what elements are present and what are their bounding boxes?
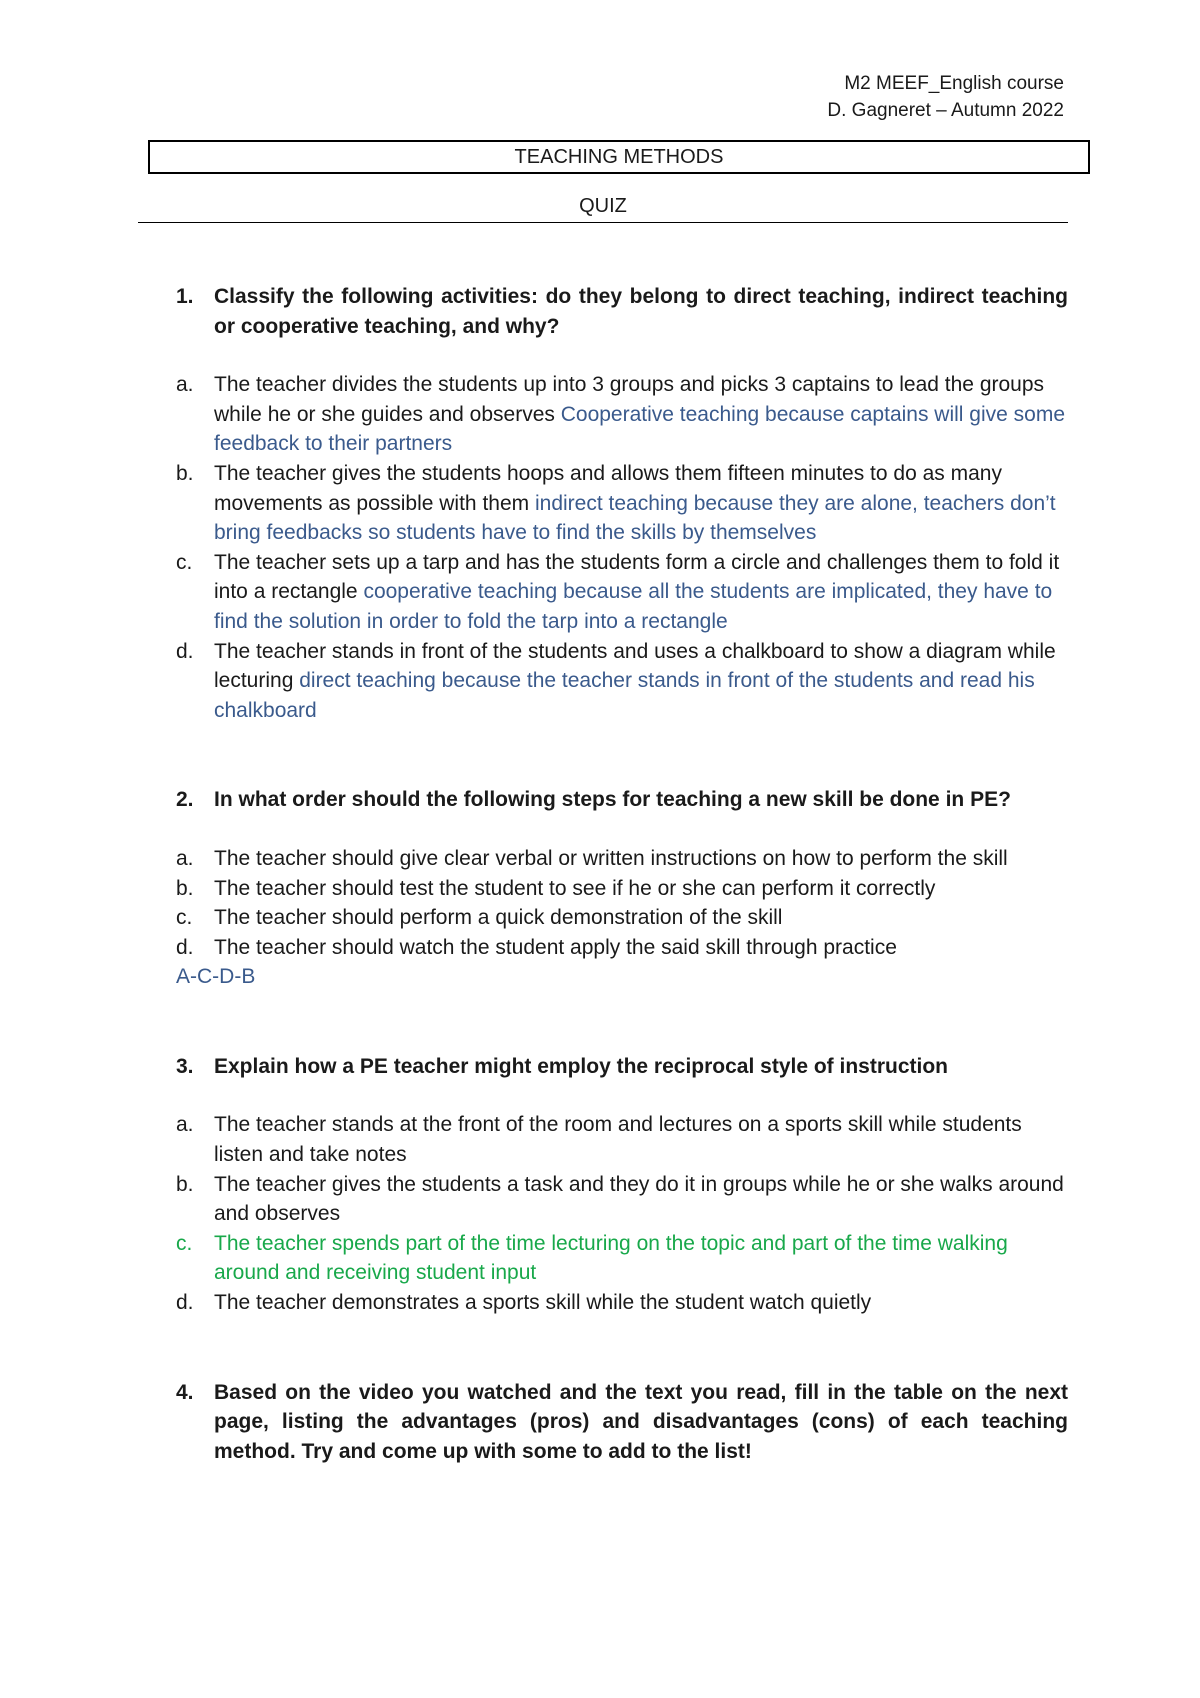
order-answer: A-C-D-B: [176, 965, 256, 989]
item-text: The teacher should perform a quick demonstration of the skill: [214, 906, 783, 930]
item-letter: d.: [176, 1291, 194, 1315]
question-text: In what order should the following steps for teaching a new skill be done in PE?: [214, 788, 1011, 812]
item-letter: b.: [176, 461, 194, 485]
item-answer: direct teaching because the teacher stands in front of the students and read his chalkboard: [214, 669, 1035, 722]
document-title: TEACHING METHODS: [148, 140, 1090, 174]
item-letter: b.: [176, 1172, 194, 1196]
list-item: [176, 844, 1068, 874]
question-number: 4.: [176, 1380, 194, 1404]
item-letter: a.: [176, 846, 194, 870]
question-number: 1.: [176, 285, 194, 308]
list-item: [176, 637, 1068, 726]
list-item: [176, 1288, 1068, 1318]
item-text: The teacher spends part of the time lecturing on the topic and part of the time walking around and receiving student input: [214, 1231, 1008, 1285]
list-item: [176, 548, 1068, 637]
question-text: Explain how a PE teacher might employ the reciprocal style of instruction: [214, 1054, 949, 1078]
item-text: The teacher stands at the front of the room and lectures on a sports skill while students listen and take notes: [214, 1113, 1022, 1167]
list-item: [176, 1110, 1068, 1169]
list-item: [176, 370, 1068, 459]
item-answer: indirect teaching because they are alone, teachers don’t bring feedbacks so students have to find the skills by themselves: [214, 491, 1056, 545]
list-item-selected: [176, 1229, 1068, 1288]
item-text: The teacher gives the students a task and they do it in groups while he or she walks around and observes: [214, 1172, 1064, 1226]
item-text: The teacher gives the students hoops and allows them fifteen minutes to do as many movements as possible with them: [214, 461, 1002, 515]
course-name: M2 MEEF_English course: [844, 73, 1064, 94]
item-text: The teacher divides the students up into 3 groups and picks 3 captains to lead the groups while he or she guides and observes: [214, 373, 1045, 426]
document-subtitle: QUIZ: [579, 195, 627, 217]
list-item: [176, 459, 1068, 548]
question-4: [176, 1378, 1068, 1467]
author-term: D. Gagneret – Autumn 2022: [827, 100, 1064, 121]
question-2: [176, 785, 1068, 815]
question-3: [176, 1052, 1068, 1082]
item-answer: Cooperative teaching because captains will give some feedback to their partners: [214, 402, 1066, 456]
item-letter: a.: [176, 1113, 194, 1137]
question-text: Classify the following activities: do they belong to direct teaching, indirect teaching or cooperative teaching, and why?: [214, 285, 1068, 338]
list-item: [176, 874, 1068, 904]
list-item: [176, 933, 1068, 963]
list-item: [176, 903, 1068, 933]
item-letter: b.: [176, 876, 194, 900]
item-text: The teacher should give clear verbal or written instructions on how to perform the skill: [214, 846, 1008, 870]
question-1: [176, 282, 1068, 341]
question-number: 2.: [176, 788, 194, 812]
item-letter: c.: [176, 906, 193, 930]
item-text: The teacher sets up a tarp and has the students form a circle and challenges them to fold it into a rectangle: [214, 550, 1060, 604]
item-letter: d.: [176, 639, 194, 663]
question-text: Based on the video you watched and the text you read, fill in the table on the next page, listing the advantages (pros) and disadvantages (cons) of each teaching method. Try and come up with some to add to the list!: [214, 1380, 1068, 1463]
item-letter: d.: [176, 935, 194, 959]
item-letter: c.: [176, 1231, 193, 1255]
item-text: The teacher demonstrates a sports skill while the student watch quietly: [214, 1291, 872, 1315]
question-number: 3.: [176, 1054, 194, 1078]
item-letter: c.: [176, 550, 193, 574]
title-divider: [138, 222, 1068, 223]
list-item: [176, 1170, 1068, 1229]
item-letter: a.: [176, 373, 194, 397]
item-text: The teacher should test the student to see if he or she can perform it correctly: [214, 876, 936, 900]
item-text: The teacher should watch the student apply the said skill through practice: [214, 935, 897, 959]
quiz-content: [176, 282, 1068, 1466]
item-text: The teacher stands in front of the students and uses a chalkboard to show a diagram while lecturing: [214, 639, 1056, 693]
course-header: [827, 70, 1064, 124]
item-answer: cooperative teaching because all the students are implicated, they have to find the solution in order to fold the tarp into a rectangle: [214, 580, 1053, 633]
